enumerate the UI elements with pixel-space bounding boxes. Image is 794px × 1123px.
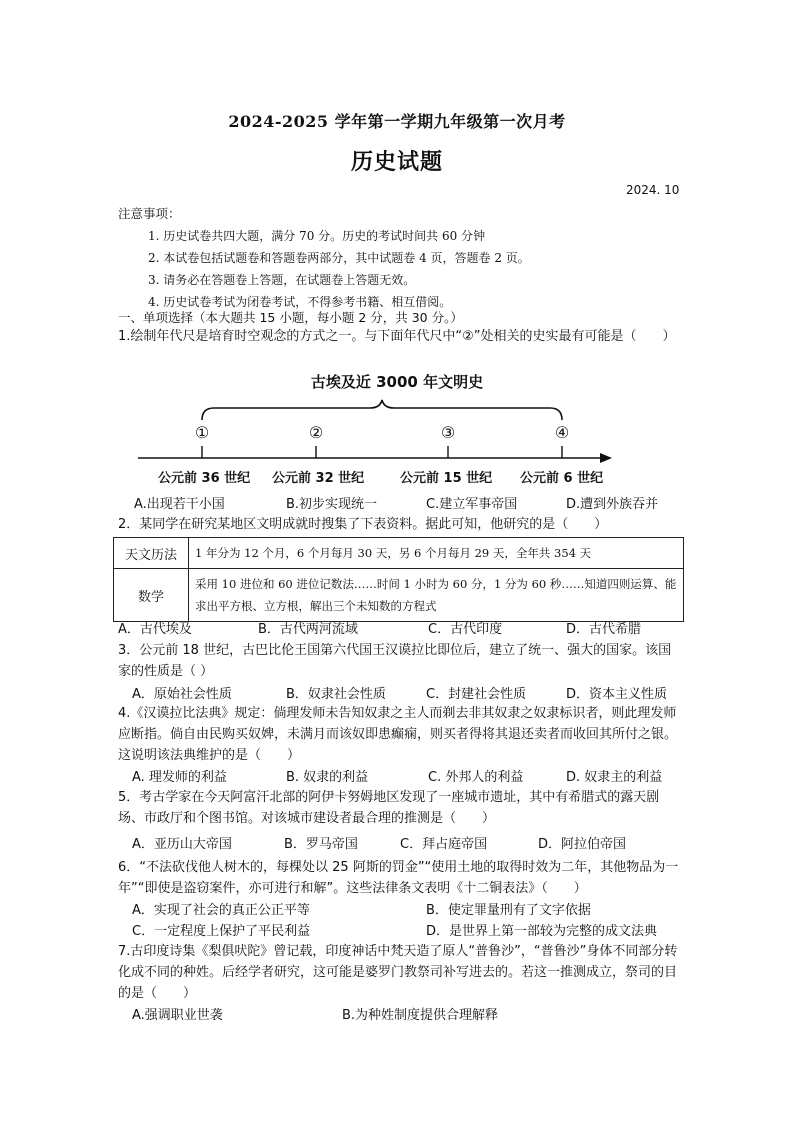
question-4-options — [118, 766, 684, 786]
timeline-label: 公元前 6 世纪 — [520, 471, 604, 486]
option-b: B．使定罪量刑有了文字依据 — [426, 903, 591, 918]
option-c: C.建立军事帝国 — [426, 497, 518, 512]
section-heading: 一、单项选择（本大题共 15 小题，每小题 2 分，共 30 分。） — [118, 310, 463, 325]
option-b: B．古代两河流域 — [258, 622, 358, 637]
option-d: D．古代希腊 — [566, 622, 642, 637]
question-2: 2．某同学在研究某地区文明成就时搜集了下表资料。据此可知，他研究的是（ ） — [118, 517, 608, 532]
option-d: D．阿拉伯帝国 — [538, 837, 627, 852]
timeline-arrow — [600, 453, 612, 463]
timeline-title: 古埃及近 3000 年文明史 — [310, 373, 484, 391]
exam-subject: 历史试题 — [350, 150, 443, 175]
note-item: 4. 历史试卷考试为闭卷考试，不得参考书籍、相互借阅。 — [148, 295, 452, 309]
option-a: A.出现若干小国 — [134, 497, 225, 512]
exam-date: 2024. 10 — [626, 183, 680, 197]
option-c: C．一定程度上保护了平民利益 — [132, 924, 311, 939]
option-a: A. 理发师的利益 — [132, 770, 227, 785]
option-a: A.强调职业世袭 — [132, 1008, 223, 1023]
civilization-table — [113, 537, 684, 622]
timeline-label: 公元前 15 世纪 — [400, 471, 493, 486]
table-row — [114, 538, 684, 569]
note-item: 2. 本试卷包括试题卷和答题卷两部分，其中试题卷 4 页，答题卷 2 页。 — [148, 251, 530, 265]
note-item: 1. 历史试卷共四大题，满分 70 分。历史的考试时间共 60 分钟 — [148, 229, 486, 243]
timeline-marker: ④ — [554, 423, 570, 442]
timeline-brace — [202, 400, 562, 420]
option-b: B. 奴隶的利益 — [286, 770, 369, 785]
option-d: D.遭到外族吞并 — [566, 497, 659, 512]
question-6-options-row1 — [118, 899, 684, 919]
question-3: 3．公元前 18 世纪，古巴比伦王国第六代国王汉谟拉比即位后，建立了统一、强大的国家。该国家的性质是（ ） — [118, 643, 672, 679]
timeline-marker: ① — [194, 423, 210, 442]
table-cell: 1 年分为 12 个月，6 个月每月 30 天，另 6 个月每月 29 天，全年共 354 天 — [189, 538, 684, 569]
question-4: 4.《汉谟拉比法典》规定：倘理发师未告知奴隶之主人而剃去非其奴隶之奴隶标识者，则此理发师应断指。倘自由民购买奴婢，未满月而该奴即患癫痫，则买者得将其退还卖者而收回其所付之银。这说明该法典维护的是（ ） — [118, 706, 678, 763]
table-row — [114, 569, 684, 622]
timeline-label: 公元前 32 世纪 — [272, 471, 365, 486]
question-3-options — [118, 683, 684, 703]
exam-title: 2024-2025 学年第一学期九年级第一次月考 — [228, 112, 566, 131]
question-7-options — [118, 1004, 684, 1024]
option-b: B.为种姓制度提供合理解释 — [342, 1008, 499, 1023]
question-6: 6．“不法砍伐他人树木的，每棵处以 25 阿斯的罚金”“使用土地的取得时效为二年，其他物品为一年”“即使是盗窃案件，亦可进行和解”。这些法律条文表明《十二铜表法》（ ） — [118, 860, 679, 896]
question-7: 7.古印度诗集《梨俱吠陀》曾记载，印度神话中梵天造了原人“普鲁沙”，“普鲁沙”身体不同部分转化成不同的种姓。后经学者研究，这可能是婆罗门教祭司补写进去的。若这一推测成立，祭司的目的是（ ） — [118, 944, 678, 1001]
option-c: C. 外邦人的利益 — [428, 770, 524, 785]
option-c: C．古代印度 — [428, 622, 503, 637]
option-a: A．亚历山大帝国 — [132, 837, 232, 852]
question-1-options — [118, 493, 684, 513]
question-6-options-row2 — [118, 920, 684, 940]
table-head-cell: 数学 — [114, 569, 189, 622]
table-cell: 采用 10 进位和 60 进位记数法……时间 1 小时为 60 分，1 分为 60 秒……知道四则运算、能求出平方根、立方根，解出三个未知数的方程式 — [189, 569, 684, 622]
timeline-marker: ③ — [440, 423, 456, 442]
option-c: C．封建社会性质 — [426, 687, 527, 702]
option-d: D．资本主义性质 — [566, 687, 668, 702]
option-b: B．奴隶社会性质 — [286, 687, 386, 702]
option-a: A．实现了社会的真正公正平等 — [132, 903, 310, 918]
table-head-cell: 天文历法 — [114, 538, 189, 569]
notes-heading: 注意事项： — [118, 206, 181, 221]
question-5: 5．考古学家在今天阿富汗北部的阿伊卡努姆地区发现了一座城市遗址，其中有希腊式的露天剧场、市政厅和个图书馆。对该城市建设者最合理的推测是（ ） — [118, 790, 660, 826]
option-d: D．是世界上第一部较为完整的成文法典 — [426, 924, 658, 939]
note-item: 3. 请务必在答题卷上答题，在试题卷上答题无效。 — [148, 273, 416, 287]
notes-block — [118, 203, 530, 313]
option-a: A．古代埃及 — [118, 622, 192, 637]
option-b: B．罗马帝国 — [284, 837, 358, 852]
option-c: C．拜占庭帝国 — [400, 837, 488, 852]
option-d: D. 奴隶主的利益 — [566, 770, 663, 785]
question-1: 1.绘制年代尺是培育时空观念的方式之一。与下面年代尺中“②”处相关的史实最有可能是（ ） — [118, 329, 676, 344]
option-a: A．原始社会性质 — [132, 687, 232, 702]
timeline-label: 公元前 36 世纪 — [158, 471, 251, 486]
question-2-options — [118, 618, 684, 638]
option-b: B.初步实现统一 — [286, 497, 378, 512]
timeline-marker: ② — [308, 423, 324, 442]
question-5-options — [118, 833, 684, 853]
